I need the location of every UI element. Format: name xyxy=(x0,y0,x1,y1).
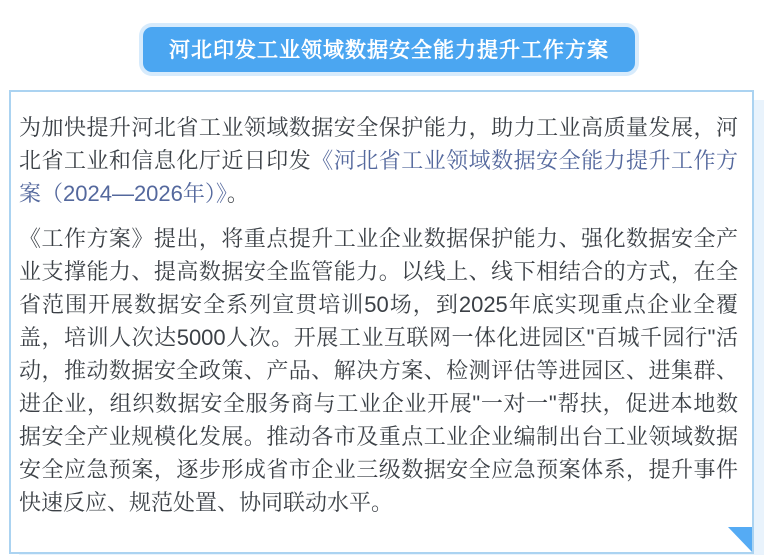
page-title: 河北印发工业领域数据安全能力提升工作方案 xyxy=(169,39,609,62)
paragraph-intro xyxy=(19,111,738,210)
banner-container xyxy=(0,0,766,76)
paragraph-details: 《工作方案》提出，将重点提升工业企业数据保护能力、强化数据安全产业支撑能力、提高数据安全监管能力。以线上、线下相结合的方式，在全省范围开展数据安全系列宣贯培训50场，到2025年底实现重点企业全覆盖，培训人次达5000人次。开展工业互联网一体化进园区"百城千园行"活动，推动数据安全政策、产品、解决方案、检测评估等进园区、进集群、进企业，组织数据安全服务商与工业企业开展"一对一"帮扶，促进本地数据安全产业规模化发展。推动各市及重点工业企业编制出台工业领域数据安全应急预案，逐步形成省市企业三级数据安全应急预案体系，提升事件快速反应、规范处置、协同联动水平。 xyxy=(19,226,738,515)
plan-document-link[interactable]: 《河北省工业领域数据安全能力提升工作方案（2024—2026年）》 xyxy=(19,148,738,206)
intro-text-after-link: 。 xyxy=(226,181,249,206)
article-card xyxy=(9,90,754,554)
banner-halo xyxy=(139,23,639,76)
title-banner xyxy=(143,27,635,72)
folded-corner-triangle-icon xyxy=(728,527,752,552)
intro-text-before-link: 为加快提升河北省工业领域数据安全保护能力，助力工业高质量发展，河北省工业和信息化厅近日印发 xyxy=(19,115,738,173)
